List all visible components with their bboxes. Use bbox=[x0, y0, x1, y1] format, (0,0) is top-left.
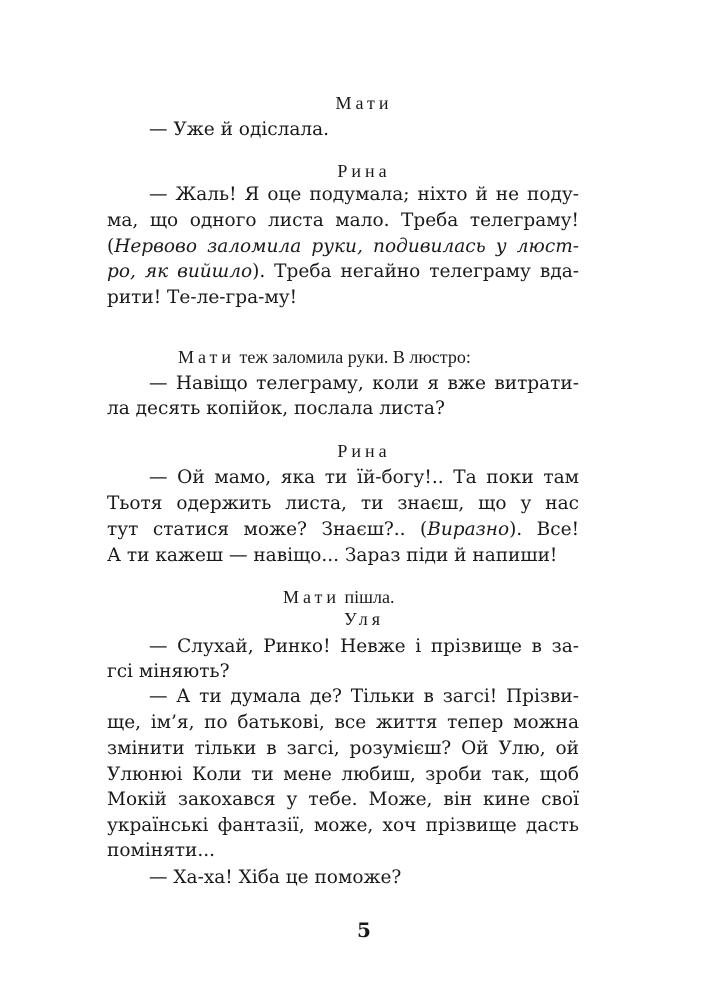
speaker-name: Рина bbox=[337, 161, 391, 181]
text-segment: українські фантазії, може, хоч прізвище дасть bbox=[107, 815, 579, 836]
text-line bbox=[107, 660, 579, 684]
text-segment: — Ха-ха! Хіба це поможе? bbox=[149, 867, 402, 888]
text-line bbox=[107, 788, 579, 812]
text-segment: Улюнюі Коли ти мене любиш, зроби так, щоб bbox=[107, 764, 579, 785]
text-segment: — А ти думала де? Тільки в загсі! Прізви- bbox=[149, 686, 579, 707]
text-segment: — Ой мамо, яка ти їй-богу!.. Та поки там bbox=[149, 467, 579, 488]
text-line bbox=[107, 518, 579, 542]
speaker-name: Мати bbox=[335, 93, 393, 113]
text-segment: ( bbox=[107, 236, 115, 257]
italic-remark: Нервово заломила руки, подивилась у люст- bbox=[114, 236, 579, 257]
text-segment: ще, ім’я, по батькові, все життя тепер можна bbox=[107, 712, 579, 733]
stage-direction: теж заломила руки. В люстро: bbox=[235, 347, 471, 367]
italic-remark: ро, як вийшло bbox=[107, 261, 253, 282]
text-segment: ма, що одного листа мало. Треба телеграму! bbox=[107, 210, 579, 231]
text-line bbox=[107, 839, 579, 863]
text-line bbox=[107, 183, 579, 207]
text-line bbox=[107, 866, 579, 890]
text-line bbox=[107, 397, 579, 421]
speaker-heading bbox=[0, 160, 728, 182]
text-line bbox=[107, 685, 579, 709]
text-segment: ). Треба негайно телеграму вда- bbox=[252, 261, 579, 282]
speaker-heading bbox=[0, 608, 728, 630]
text-line bbox=[107, 372, 579, 396]
speaker-heading bbox=[283, 586, 395, 608]
speaker-name: Мати bbox=[283, 587, 341, 607]
text-line bbox=[107, 260, 579, 284]
text-segment: — Уже й одіслала. bbox=[149, 119, 330, 140]
stage-direction: пішла. bbox=[340, 587, 395, 607]
speaker-heading bbox=[178, 346, 471, 368]
text-line bbox=[107, 492, 579, 516]
text-segment: змінити тільки в загсі, розумієш? Ой Улю, ой bbox=[107, 738, 579, 759]
text-segment: Тьотя одержить листа, ти знаєш, що у нас bbox=[107, 493, 579, 514]
text-segment: гсі міняють? bbox=[107, 661, 230, 682]
text-line bbox=[107, 286, 579, 310]
text-segment: поміняти... bbox=[107, 840, 215, 861]
text-segment: — Слухай, Ринко! Невже і прізвище в за- bbox=[149, 636, 579, 657]
text-line bbox=[107, 711, 579, 735]
text-segment: тут статися може? Знаєш?.. ( bbox=[107, 519, 428, 540]
italic-remark: Виразно bbox=[427, 519, 510, 540]
page-number: 5 bbox=[357, 918, 371, 942]
text-line bbox=[107, 118, 579, 142]
speaker-heading bbox=[0, 440, 728, 462]
text-line bbox=[107, 763, 579, 787]
text-line bbox=[107, 635, 579, 659]
text-line bbox=[107, 814, 579, 838]
text-line bbox=[107, 737, 579, 761]
text-line bbox=[107, 544, 579, 568]
text-line bbox=[107, 209, 579, 233]
text-segment: — Жаль! Я оце подумала; ніхто й не поду- bbox=[149, 184, 579, 205]
text-segment: ). Все! bbox=[509, 519, 579, 540]
speaker-name: Мати bbox=[178, 347, 236, 367]
text-segment: А ти кажеш — навіщо... Зараз піди й напиши! bbox=[107, 545, 558, 566]
text-segment: ла десять копійок, послала листа? bbox=[107, 398, 445, 419]
speaker-name: Рина bbox=[337, 441, 391, 461]
speaker-heading bbox=[0, 92, 728, 114]
text-segment: рити! Те-ле-гра-му! bbox=[107, 287, 298, 308]
text-line bbox=[107, 466, 579, 490]
text-segment: — Навіщо телеграму, коли я вже витрати- bbox=[149, 373, 579, 394]
text-segment: Мокій закохався у тебе. Може, він кине свої bbox=[107, 789, 579, 810]
speaker-name: Уля bbox=[344, 609, 384, 629]
text-line bbox=[107, 235, 579, 259]
